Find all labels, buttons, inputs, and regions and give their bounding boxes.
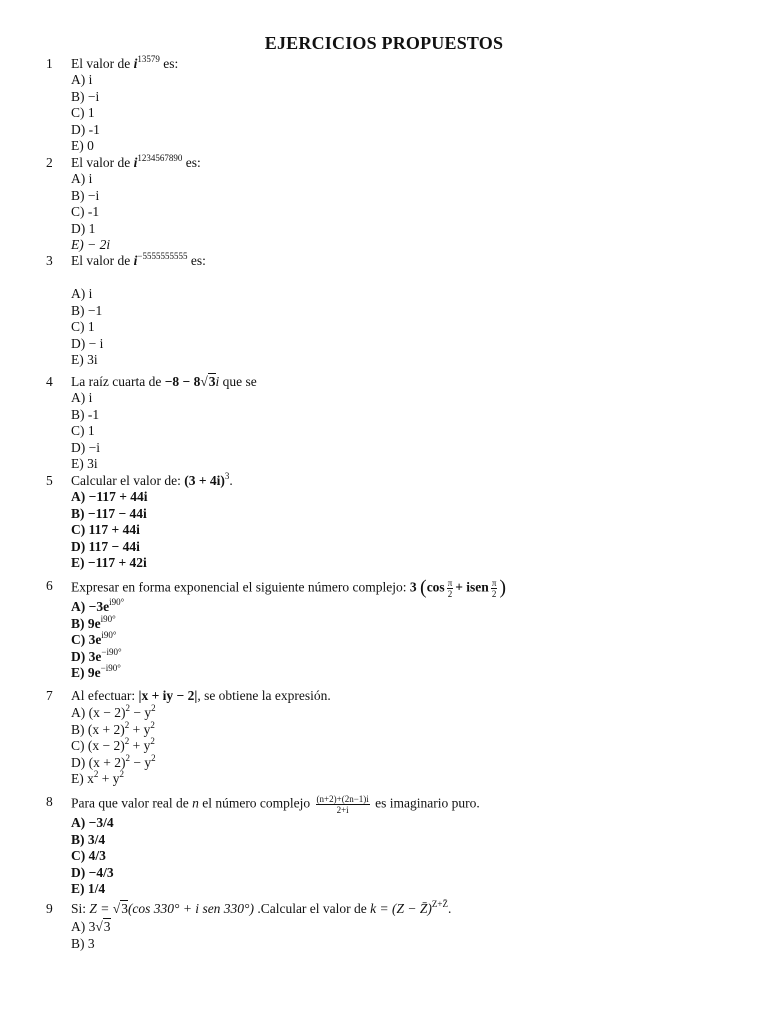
option: C) $3e^{i90^\circ}$ [71,630,117,647]
option: E) 3i [71,456,98,471]
option: D) -1 [71,121,100,137]
exercise-question: Si: Z = √3(cos 330° + i sen 330°) .Calcular el valor de k = (Z − Z̄)$^{Z+Z̄}$. [71,899,452,916]
option: C) 117 + 44i [71,522,140,537]
option: D) − i [71,335,104,351]
exercise-number: 7 [46,688,53,703]
exercise-number: 3 [46,253,53,268]
option: E) 3i [71,352,98,367]
options-list [71,489,148,572]
exercise-number: 8 [46,794,53,809]
option: B) −1 [71,302,103,318]
option: A) $(x - 2)^2 - y^2$ [71,703,156,720]
option: B) 3 [71,935,95,951]
page-title: EJERCICIOS PROPUESTOS [264,33,504,53]
option: B) −i [71,88,100,104]
option: C) 1 [71,423,95,438]
exercise-question: Al efectuar: |x + iy − 2|, se obtiene la expresión. [71,688,331,703]
option: C) 1 [71,105,95,120]
option: A) i [71,171,93,186]
exercise-question: La raíz cuarta de −8 − 8√3i que se [71,374,257,389]
options-list [71,919,111,952]
options-list [71,705,156,788]
option: $A) -3e^{i90^\circ}$ [71,597,125,614]
option: D) −4/3 [71,864,114,880]
option: D) 1 [71,220,96,236]
option: C) -1 [71,204,100,219]
exercise-question: Para que valor real de n el número complejo $\frac{(n+2)+(2n-1)i}{2+i}$ es imaginario puro. [71,794,480,815]
exercise-number: 1 [46,56,53,71]
option: A) 3√3 [71,919,111,934]
option: D) −i [71,439,100,455]
exercise-question: El valor de $i^{1234567890}$ es: [71,153,201,170]
option: C) $(x - 2)^2 + y^2$ [71,736,155,753]
options-list [71,390,100,473]
option: B) −117 − 44i [71,505,147,521]
option: B) $(x + 2)^2 + y^2$ [71,719,155,737]
options-list [71,286,103,369]
option: A) −3/4 [71,815,114,830]
option: E) $x^2 + y^2$ [71,769,124,786]
options-list [71,599,124,682]
exercise-number: 5 [46,473,53,488]
option: D) $(x + 2)^2 - y^2$ [71,752,156,770]
option: B) -1 [71,406,100,422]
option: A) i [71,286,93,301]
exercise-number: 4 [46,374,53,389]
option: A) i [71,390,93,405]
option: E) 1/4 [71,881,106,896]
option: D) $3e^{-i90^\circ}$ [71,646,122,664]
option: B) −i [71,187,100,203]
option: A) i [71,72,93,87]
option: B) $9e^{i90^\circ}$ [71,613,116,631]
option: E) $9e^{-i90^\circ}$ [71,663,121,680]
options-list [71,815,114,898]
exercise-question: Expresar en forma exponencial el siguiente número complejo: 3 (cos $\frac{\pi}{2}$ + isen $\frac{\pi}{2}$ ) [71,576,507,599]
exercise-question: Calcular el valor de: $(3 + 4i)^3$. [71,471,233,488]
exercise-number: 2 [46,155,53,170]
exercise-number: 6 [46,578,53,593]
option: C) 1 [71,319,95,334]
option: A) −117 + 44i [71,489,148,504]
exercise-question: El valor de $i^{-5555555555}$ es: [71,251,206,268]
option: E) −117 + 42i [71,555,147,570]
option: D) 117 − 44i [71,538,140,554]
option: B) 3/4 [71,831,106,847]
option: C) 4/3 [71,848,106,863]
option: E) 0 [71,138,94,153]
options-list [71,72,100,155]
exercise-question: El valor de $i^{13579}$ es: [71,54,179,71]
option: E) − 2i [71,237,111,252]
options-list [71,171,110,254]
exercise-number: 9 [46,901,53,916]
